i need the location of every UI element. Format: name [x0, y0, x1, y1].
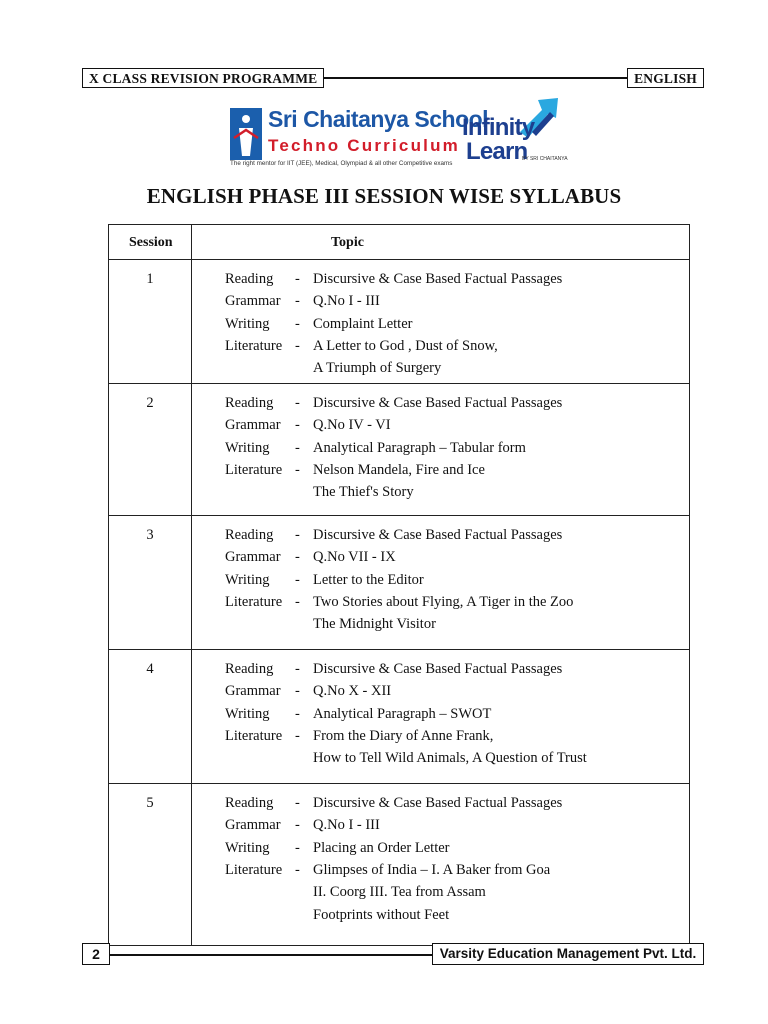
- topic-label: Writing: [225, 439, 270, 456]
- topic-value: Q.No IV - VI: [313, 417, 391, 434]
- topic-value: II. Coorg III. Tea from Assam: [313, 884, 486, 901]
- topic-value: Complaint Letter: [313, 315, 413, 332]
- topic-label: Writing: [225, 705, 270, 722]
- partner-name-line1: Infinity: [462, 114, 535, 141]
- topic-label: Grammar: [225, 817, 281, 834]
- topic-label: Writing: [225, 839, 270, 856]
- topic-label: Literature: [225, 861, 283, 878]
- session-number: 5: [146, 795, 154, 811]
- session-number: 1: [146, 271, 154, 287]
- topic-value: From the Diary of Anne Frank,: [313, 727, 494, 744]
- topic-value: Discursive & Case Based Factual Passages: [313, 795, 563, 811]
- sri-chaitanya-logo: [230, 106, 489, 172]
- school-tagline: The right mentor for IIT (JEE), Medical, Olympiad & all other Competitive exams: [230, 160, 453, 167]
- topic-value: Discursive & Case Based Factual Passages: [313, 527, 563, 543]
- topic-value: Discursive & Case Based Factual Passages: [313, 271, 563, 287]
- topic-value: Discursive & Case Based Factual Passages: [313, 395, 563, 411]
- partner-by-line: BY SRI CHAITANYA: [522, 156, 568, 162]
- topic-label: Writing: [225, 571, 270, 588]
- topic-dash: -: [295, 661, 300, 677]
- school-name: Sri Chaitanya School: [268, 106, 489, 132]
- topic-label: Grammar: [225, 683, 281, 700]
- topic-label: Grammar: [225, 549, 281, 566]
- school-subtitle: Techno Curriculum: [268, 136, 460, 155]
- table-row-separator: [109, 515, 689, 516]
- topic-label: Reading: [225, 795, 274, 811]
- topic-dash: -: [295, 705, 300, 722]
- topic-label: Writing: [225, 315, 270, 332]
- session-column-header: Session: [129, 235, 173, 250]
- topic-value: Nelson Mandela, Fire and Ice: [313, 461, 485, 478]
- topic-dash: -: [295, 839, 300, 856]
- topic-dash: -: [295, 817, 300, 834]
- topic-label: Reading: [225, 661, 274, 677]
- topic-value: Q.No X - XII: [313, 683, 392, 700]
- topic-dash: -: [295, 315, 300, 332]
- table-row-separator: [109, 649, 689, 650]
- table-row-separator: [109, 783, 689, 784]
- partner-name-line2: Learn: [466, 138, 528, 165]
- syllabus-table: [108, 224, 690, 946]
- topic-value: Q.No I - III: [313, 817, 380, 834]
- topic-label: Reading: [225, 527, 274, 543]
- topic-label: Grammar: [225, 293, 281, 310]
- topic-label: Reading: [225, 271, 274, 287]
- topic-label: Literature: [225, 461, 283, 478]
- topic-label: Grammar: [225, 417, 281, 434]
- topic-value: Placing an Order Letter: [313, 839, 450, 856]
- topic-dash: -: [295, 683, 300, 700]
- footer-company: Varsity Education Management Pvt. Ltd.: [432, 943, 704, 965]
- topic-dash: -: [295, 549, 300, 566]
- topic-value: Analytical Paragraph – SWOT: [313, 705, 492, 722]
- topic-value: Two Stories about Flying, A Tiger in the Zoo: [313, 593, 574, 610]
- topic-dash: -: [295, 395, 300, 411]
- topic-column-header: Topic: [331, 235, 364, 250]
- school-emblem-icon: [230, 108, 262, 160]
- infinity-learn-logo: [462, 92, 568, 172]
- topic-value: Q.No I - III: [313, 293, 380, 310]
- topic-value: A Letter to God , Dust of Snow,: [313, 337, 498, 354]
- topic-value: Letter to the Editor: [313, 571, 424, 588]
- session-number: 3: [146, 527, 154, 543]
- page-number: 2: [82, 943, 110, 965]
- header-programme-label: X CLASS REVISION PROGRAMME: [82, 68, 324, 88]
- topic-value: Q.No VII - IX: [313, 549, 396, 566]
- table-row-separator: [109, 383, 689, 384]
- topic-value: Footprints without Feet: [313, 906, 450, 923]
- topic-value: How to Tell Wild Animals, A Question of Trust: [313, 750, 587, 767]
- topic-dash: -: [295, 293, 300, 310]
- table-column-divider: [191, 225, 192, 945]
- topic-value: A Triumph of Surgery: [313, 360, 442, 377]
- topic-value: The Thief's Story: [313, 484, 414, 501]
- topic-dash: -: [295, 727, 300, 744]
- topic-value: Discursive & Case Based Factual Passages: [313, 661, 563, 677]
- topic-dash: -: [295, 527, 300, 543]
- topic-value: Glimpses of India – I. A Baker from Goa: [313, 861, 551, 878]
- topic-label: Literature: [225, 337, 283, 354]
- topic-dash: -: [295, 861, 300, 878]
- topic-dash: -: [295, 795, 300, 811]
- header-subject-label: ENGLISH: [627, 68, 704, 88]
- topic-dash: -: [295, 271, 300, 287]
- page-title: ENGLISH PHASE III SESSION WISE SYLLABUS: [146, 184, 622, 208]
- topic-label: Literature: [225, 727, 283, 744]
- topic-value: The Midnight Visitor: [313, 616, 436, 633]
- table-row-separator: [109, 259, 689, 260]
- topic-value: Analytical Paragraph – Tabular form: [313, 439, 526, 456]
- topic-dash: -: [295, 439, 300, 456]
- topic-label: Reading: [225, 395, 274, 411]
- topic-dash: -: [295, 593, 300, 610]
- topic-dash: -: [295, 417, 300, 434]
- topic-dash: -: [295, 571, 300, 588]
- session-number: 2: [146, 395, 154, 411]
- topic-dash: -: [295, 337, 300, 354]
- topic-dash: -: [295, 461, 300, 478]
- session-number: 4: [146, 661, 154, 677]
- topic-label: Literature: [225, 593, 283, 610]
